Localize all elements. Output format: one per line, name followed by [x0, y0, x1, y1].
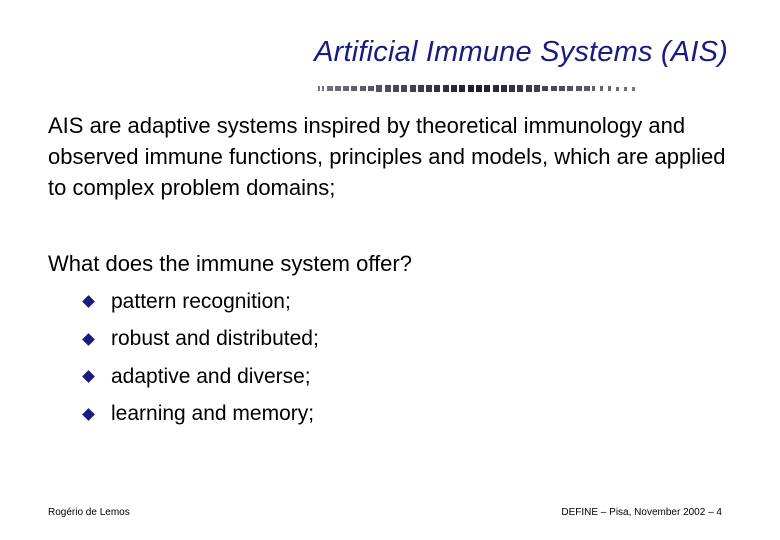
divider-segment	[632, 87, 635, 91]
divider-segment	[534, 85, 540, 91]
divider-segment	[351, 86, 357, 91]
slide-title: Artificial Immune Systems (AIS)	[314, 36, 728, 68]
footer-author: Rogério de Lemos	[48, 507, 130, 518]
divider-segment	[343, 86, 349, 91]
divider-segment	[608, 86, 611, 90]
divider-segment	[616, 87, 619, 91]
divider-segment	[418, 85, 424, 92]
divider-segment	[468, 85, 474, 93]
divider-segment	[393, 85, 399, 91]
divider-segment	[592, 86, 595, 91]
list-item-label: adaptive and diverse;	[111, 364, 311, 388]
divider-segment	[559, 86, 565, 91]
divider-segment	[509, 85, 515, 92]
diamond-icon	[82, 370, 95, 383]
divider-segment	[443, 85, 449, 93]
footer-event: DEFINE – Pisa, November 2002 – 4	[561, 507, 722, 518]
divider-segment	[410, 85, 416, 92]
divider-segment	[501, 85, 507, 92]
divider-segment	[600, 86, 603, 90]
divider-segment	[451, 85, 457, 93]
divider-segment	[476, 85, 482, 92]
divider-segment	[401, 85, 407, 92]
list-item	[78, 396, 319, 434]
divider-segment	[335, 86, 341, 91]
question-text: What does the immune system offer?	[48, 251, 412, 276]
divider-segment	[368, 86, 374, 92]
bullet-list	[78, 283, 319, 433]
divider-segment	[567, 86, 573, 91]
divider-segment	[327, 86, 333, 91]
title-divider	[318, 84, 652, 93]
divider-segment	[318, 86, 320, 90]
diamond-icon	[82, 295, 95, 308]
diamond-icon	[82, 333, 95, 346]
list-item	[78, 358, 319, 396]
divider-segment	[584, 86, 590, 91]
divider-segment	[542, 86, 548, 92]
divider-segment	[576, 86, 582, 91]
divider-segment	[484, 85, 490, 92]
divider-segment	[526, 85, 532, 91]
divider-segment	[385, 85, 391, 91]
intro-paragraph: AIS are adaptive systems inspired by theoretical immunology and observed immune functions, principles and models, which are applied to complex problem domains;	[48, 113, 726, 200]
divider-segment	[551, 86, 557, 92]
divider-segment	[459, 85, 465, 93]
diamond-icon	[82, 408, 95, 421]
divider-segment	[322, 86, 324, 91]
list-item	[78, 283, 319, 321]
divider-segment	[360, 86, 366, 92]
list-item	[78, 321, 319, 359]
divider-segment	[493, 85, 499, 92]
divider-segment	[517, 85, 523, 91]
divider-segment	[624, 87, 627, 91]
list-item-label: pattern recognition;	[111, 289, 291, 313]
divider-segment	[434, 85, 440, 92]
divider-segment	[426, 85, 432, 92]
list-item-label: learning and memory;	[111, 402, 315, 426]
list-item-label: robust and distributed;	[111, 327, 319, 351]
divider-segment	[376, 85, 382, 91]
